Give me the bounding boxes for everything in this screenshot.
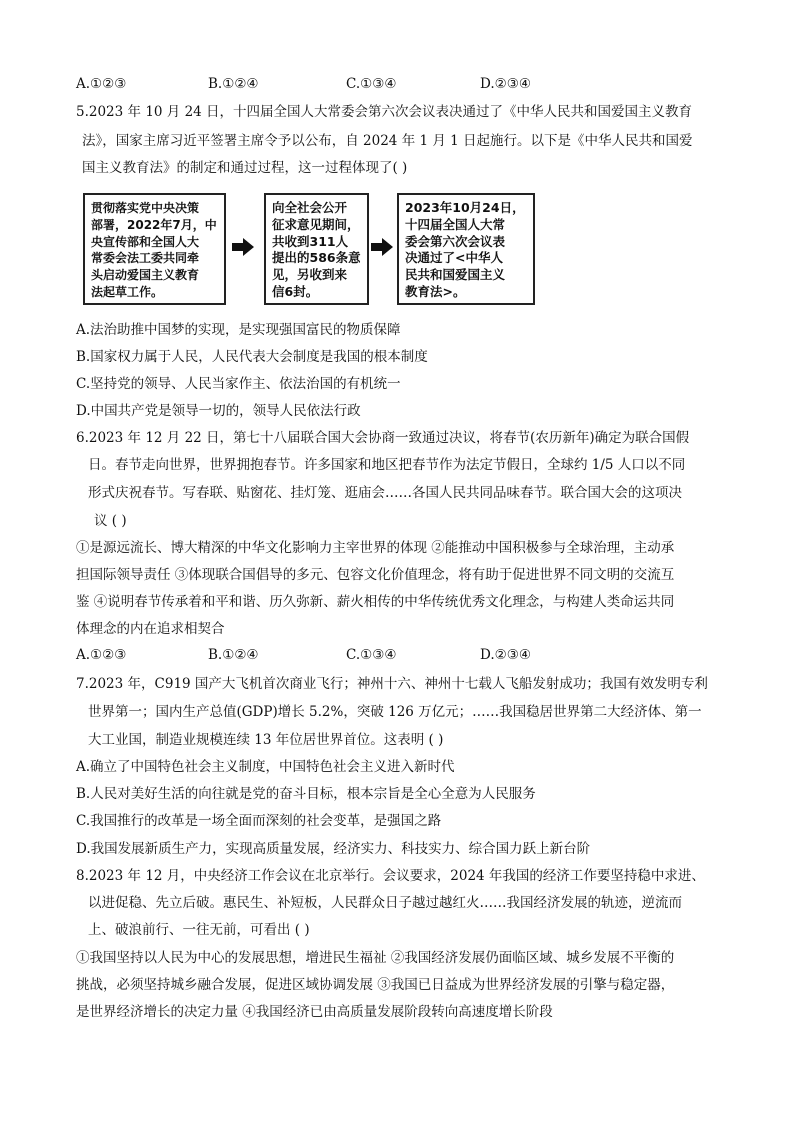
q8-line-1: 8.2023 年 12 月，中央经济工作会议在北京举行。会议要求，2024 年我国的经济工作要坚持稳中求进、 xyxy=(76,868,705,884)
q5-line-3: 国主义教育法》的制定和通过过程，这一过程体现了( ) xyxy=(82,160,408,176)
option-d: D.②③④ xyxy=(480,76,531,92)
q6-option-b: B.①②④ xyxy=(208,647,259,663)
option-a: A.①②③ xyxy=(76,76,127,92)
flow-box-1: 贯彻落实党中央决策 部署，2022年7月，中 央宣传部和全国人大 常委会法工委共同牵 头启动爱国主义教育 法起草工作。 xyxy=(83,193,226,305)
q7-option-d: D.我国发展新质生产力，实现高质量发展，经济实力、科技实力、综合国力跃上新台阶 xyxy=(76,841,591,857)
q8-statement-3: 是世界经济增长的决定力量 ④我国经济已由高质量发展阶段转向高速度增长阶段 xyxy=(76,1004,553,1020)
q5-line-1: 5.2023 年 10 月 24 日，十四届全国人大常委会第六次会议表决通过了《中华人民共和国爱国主义教育 xyxy=(76,104,693,120)
q6-line-2: 日。春节走向世界，世界拥抱春节。许多国家和地区把春节作为法定节假日，全球约 1/5 人口以不同 xyxy=(88,457,686,473)
q6-option-d: D.②③④ xyxy=(480,647,531,663)
q6-line-3: 形式庆祝春节。写春联、贴窗花、挂灯笼、逛庙会……各国人民共同品味春节。联合国大会的这项决 xyxy=(88,485,682,501)
q7-line-3: 大工业国，制造业规模连续 13 年位居世界首位。这表明 ( ) xyxy=(88,732,444,748)
q7-option-b: B.人民对美好生活的向往就是党的奋斗目标，根本宗旨是全心全意为人民服务 xyxy=(76,786,536,802)
q5-option-c: C.坚持党的领导、人民当家作主、依法治国的有机统一 xyxy=(76,376,401,392)
arrow-right-icon xyxy=(232,238,254,256)
q8-line-2: 以进促稳、先立后破。惠民生、补短板，人民群众日子越过越红火……我国经济发展的轨迹，逆流而 xyxy=(88,895,682,911)
q6-option-a: A.①②③ xyxy=(76,647,127,663)
q6-statement-2: 担国际领导责任 ③体现联合国倡导的多元、包容文化价值理念，将有助于促进世界不同文明的交流互 xyxy=(76,567,675,583)
q8-statement-2: 挑战，必须坚持城乡融合发展，促进区域协调发展 ③我国已日益成为世界经济发展的引擎与稳定器， xyxy=(76,977,675,993)
q5-option-d: D.中国共产党是领导一切的，领导人民依法行政 xyxy=(76,403,361,419)
q6-statement-4: 体理念的内在追求相契合 xyxy=(76,621,225,637)
arrow-right-icon xyxy=(371,238,393,256)
q5-line-2: 法》，国家主席习近平签署主席令予以公布，自 2024 年 1 月 1 日起施行。以下是《中华人民共和国爱 xyxy=(82,133,693,149)
q5-option-b: B.国家权力属于人民，人民代表大会制度是我国的根本制度 xyxy=(76,349,428,365)
q7-option-c: C.我国推行的改革是一场全面而深刻的社会变革，是强国之路 xyxy=(76,813,442,829)
flow-box-3: 2023年10月24日， 十四届全国人大常 委会第六次会议表 决通过了<中华人 民共和国爱国主义 教育法>。 xyxy=(397,193,535,305)
option-b: B.①②④ xyxy=(208,76,259,92)
q8-line-3: 上、破浪前行、一往无前，可看出 ( ) xyxy=(88,922,310,938)
q6-option-c: C.①③④ xyxy=(346,647,397,663)
q6-statement-1: ①是源远流长、博大精深的中华文化影响力主宰世界的体现 ②能推动中国积极参与全球治理，主动承 xyxy=(76,540,675,556)
option-c: C.①③④ xyxy=(346,76,397,92)
q7-option-a: A.确立了中国特色社会主义制度，中国特色社会主义进入新时代 xyxy=(76,759,455,775)
q7-line-2: 世界第一；国内生产总值(GDP)增长 5.2%，突破 126 万亿元；……我国稳居世界第二大经济体、第一 xyxy=(88,704,702,720)
flow-box-2: 向全社会公开 征求意见期间， 共收到311人 提出的586条意 见，另收到来 信6封。 xyxy=(264,193,369,305)
q7-line-1: 7.2023 年，C919 国产大飞机首次商业飞行；神州十六、神州十七载人飞船发射成功；我国有效发明专利 xyxy=(76,676,708,692)
q8-statement-1: ①我国坚持以人民为中心的发展思想，增进民生福祉 ②我国经济发展仍面临区域、城乡发展不平衡的 xyxy=(76,950,675,966)
q6-statement-3: 鉴 ④说明春节传承着和平和谐、历久弥新、薪火相传的中华传统优秀文化理念，与构建人类命运共同 xyxy=(76,594,675,610)
q5-option-a: A.法治助推中国梦的实现，是实现强国富民的物质保障 xyxy=(76,322,401,338)
q6-line-4: 议 ( ) xyxy=(94,513,127,529)
q6-line-1: 6.2023 年 12 月 22 日，第七十八届联合国大会协商一致通过决议，将春节(农历新年)确定为联合国假 xyxy=(76,430,690,446)
